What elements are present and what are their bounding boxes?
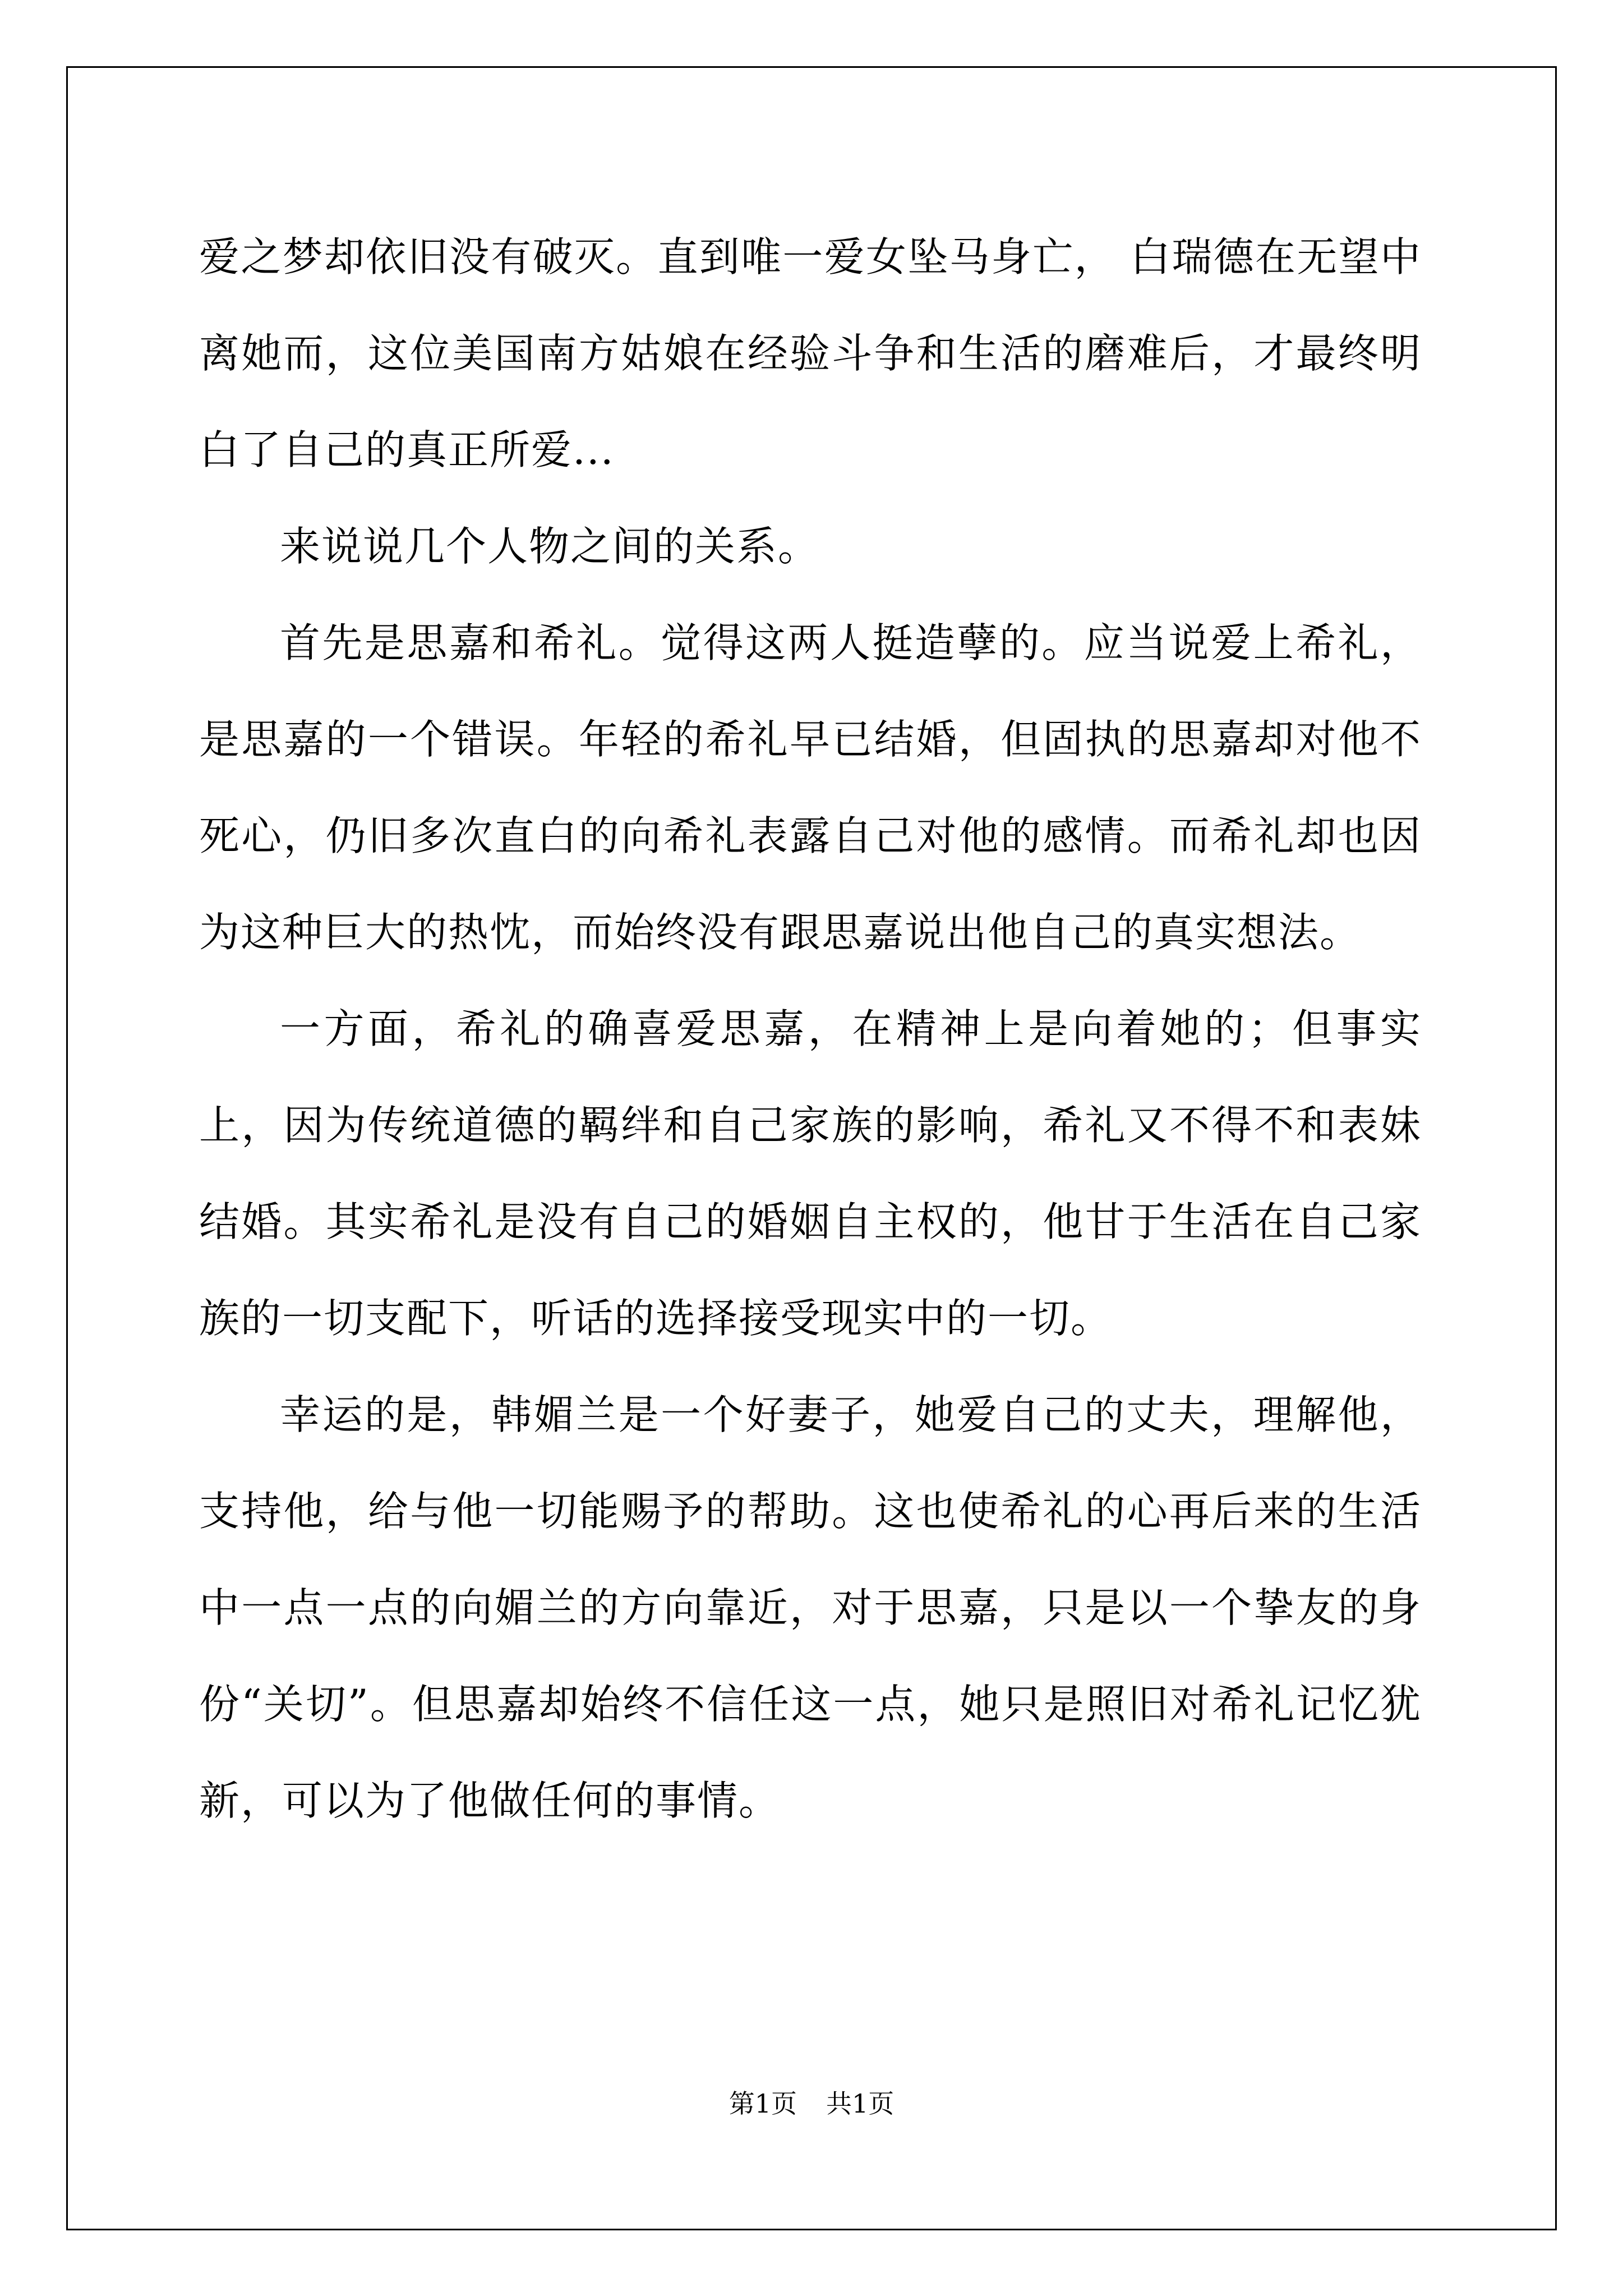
paragraph-meilan: 幸运的是，韩媚兰是一个好妻子，她爱自己的丈夫，理解他，支持他，给与他一切能赐予的帮助。这也使希礼的心再后来的生活中一点一点的向媚兰的方向靠近，对于思嘉，只是以一个挚友的身份“关切”。但思嘉却始终不信任这一点，她只是照旧对希礼记忆犹新，可以为了他做任何的事情。 [199, 1391, 1422, 1824]
page-number-total: 共1页 [826, 2088, 895, 2119]
paragraph-sijia-xili: 首先是思嘉和希礼。觉得这两人挺造孽的。应当说爱上希礼，是思嘉的一个错误。年轻的希礼早已结婚，但固执的思嘉却对他不死心，仍旧多次直白的向希礼表露自己对他的感情。而希礼却也因为这种巨大的热忱，而始终没有跟思嘉说出他自己的真实想法。 [199, 619, 1422, 956]
page-number-current: 第1页 [728, 2088, 797, 2119]
document-body [199, 209, 1422, 1849]
paragraph-relationships-intro: 来说说几个人物之间的关系。 [280, 523, 820, 570]
paragraph-xili-marriage: 一方面，希礼的确喜爱思嘉，在精神上是向着她的；但事实上，因为传统道德的羁绊和自己家族的影响，希礼又不得不和表妹结婚。其实希礼是没有自己的婚姻自主权的，他甘于生活在自己家族的一切支配下，听话的选择接受现实中的一切。 [199, 1005, 1422, 1342]
page-footer [0, 2087, 1623, 2120]
paragraph-continued: 爱之梦却依旧没有破灭。直到唯一爱女坠马身亡， 白瑞德在无望中离她而，这位美国南方姑娘在经验斗争和生活的磨难后，才最终明白了自己的真正所爱... [199, 233, 1422, 473]
